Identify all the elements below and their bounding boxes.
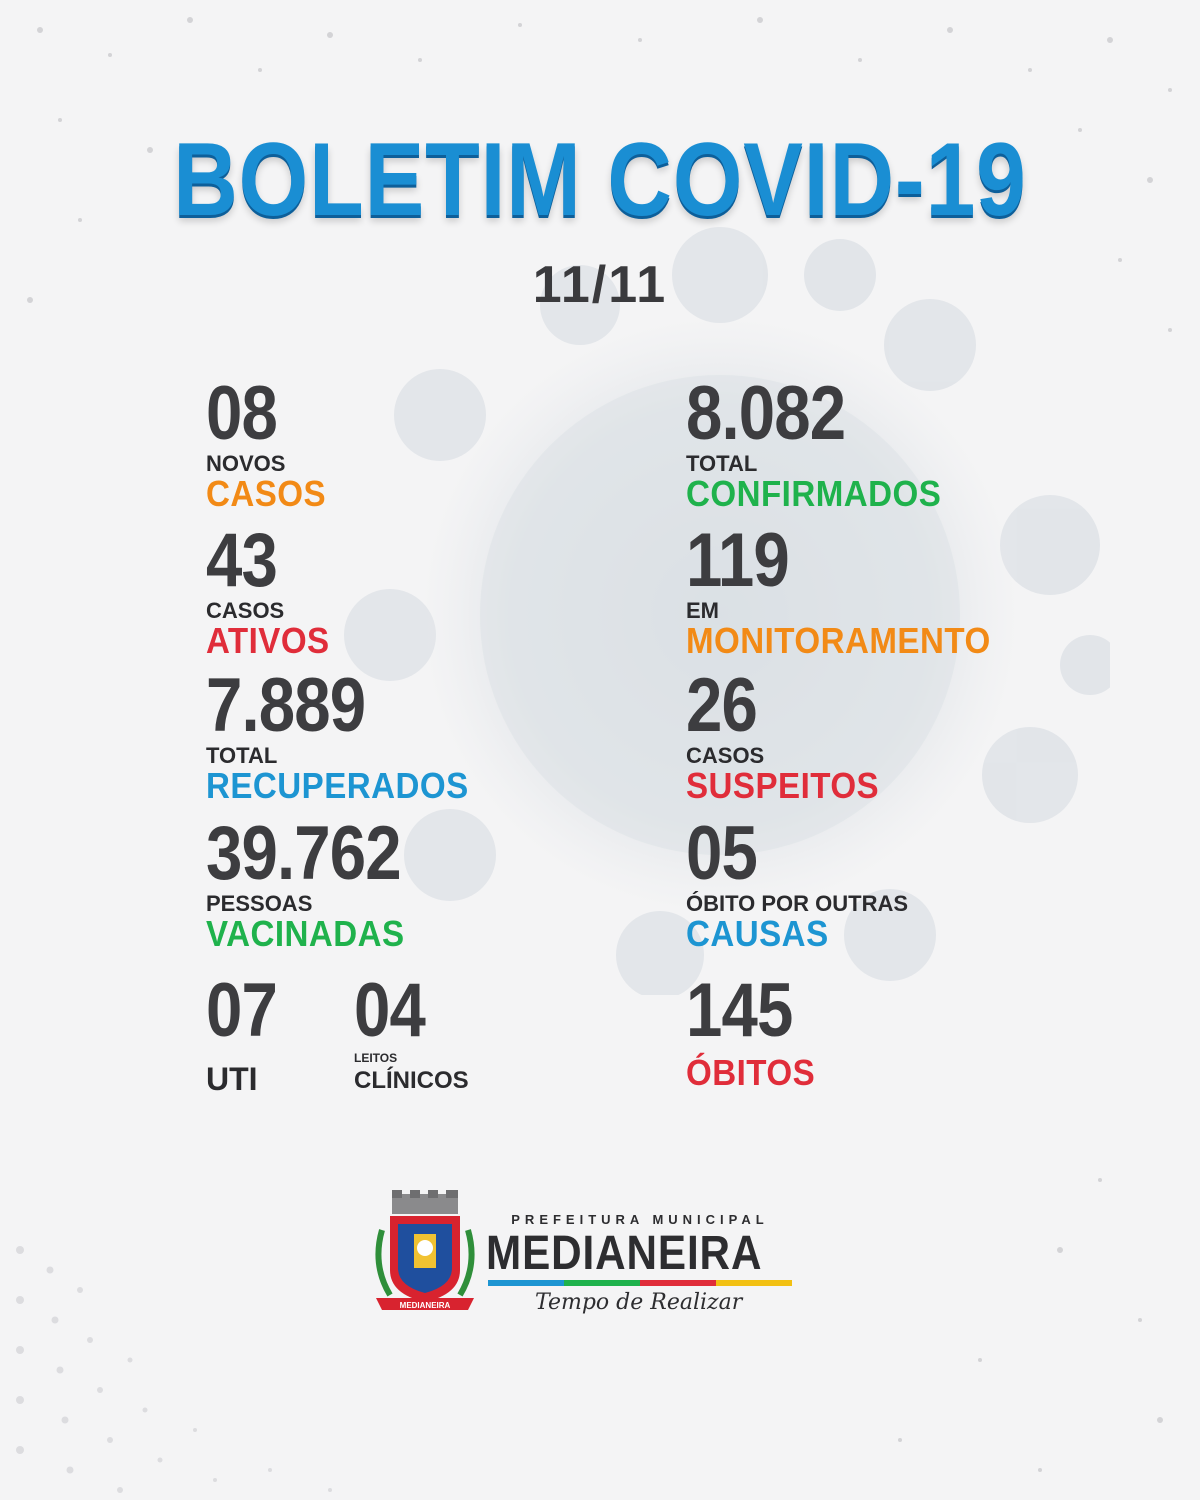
stat-leitos-clinicos <box>354 968 469 1095</box>
stat-main-label: CLÍNICOS <box>354 1067 469 1094</box>
coat-of-arms-icon <box>370 1190 480 1316</box>
brand-tagline: Tempo de Realizar <box>535 1290 743 1315</box>
stat-recuperados <box>206 663 492 806</box>
stat-value: 04 <box>354 968 425 1053</box>
stat-sub-label: NOVOS <box>206 451 286 476</box>
stat-sub-label: EM <box>686 598 719 623</box>
stat-suspeitos <box>686 663 896 806</box>
stat-main-label: UTI <box>206 1061 258 1097</box>
stat-main-label: CONFIRMADOS <box>686 473 942 514</box>
stat-main-label: CAUSAS <box>686 913 829 954</box>
stat-main-label: MONITORAMENTO <box>686 620 991 661</box>
stat-value: 39.762 <box>206 811 401 896</box>
stat-value: 145 <box>686 968 793 1053</box>
stat-main-label: ATIVOS <box>206 620 330 661</box>
stat-sub-label: PESSOAS <box>206 891 313 916</box>
brand-name: MEDIANEIRA <box>486 1227 763 1280</box>
stat-monitoramento <box>686 518 1017 661</box>
stat-main-label: ÓBITOS <box>686 1052 816 1093</box>
stat-value: 7.889 <box>206 663 366 748</box>
stat-main-label: SUSPEITOS <box>686 765 880 806</box>
stat-casos-ativos <box>206 518 340 661</box>
municipal-logo <box>370 1190 830 1320</box>
stat-value: 119 <box>686 518 789 603</box>
stat-sub-label: TOTAL <box>206 743 278 768</box>
stat-uti <box>206 968 289 1098</box>
stat-sub-label: ÓBITO POR OUTRAS <box>686 891 909 916</box>
stat-sub-label: CASOS <box>206 598 285 623</box>
stat-novos-casos <box>206 371 337 514</box>
stat-value: 05 <box>686 811 757 896</box>
page-title: BOLETIM COVID-19 <box>173 122 1027 238</box>
stat-main-label: CASOS <box>206 473 327 514</box>
stat-value: 8.082 <box>686 371 846 456</box>
bulletin-date: 11/11 <box>532 256 668 314</box>
stat-main-label: VACINADAS <box>206 913 405 954</box>
stat-value: 08 <box>206 371 277 456</box>
stat-sub-label: LEITOS <box>354 1051 398 1065</box>
brand-subtitle: PREFEITURA MUNICIPAL <box>511 1212 769 1227</box>
stat-value: 43 <box>206 518 277 603</box>
stat-total-confirmados <box>686 371 964 514</box>
crest-ribbon-text: MEDIANEIRA <box>399 1301 451 1310</box>
stat-main-label: RECUPERADOS <box>206 765 469 806</box>
stat-vacinadas <box>206 811 432 954</box>
stat-sub-label: TOTAL <box>686 451 758 476</box>
stat-sub-label: CASOS <box>686 743 765 768</box>
stat-value: 26 <box>686 663 757 748</box>
stat-obito-outras-causas <box>686 811 909 954</box>
stat-obitos <box>686 968 826 1093</box>
stat-value: 07 <box>206 968 277 1053</box>
brand-color-bar <box>488 1280 792 1286</box>
